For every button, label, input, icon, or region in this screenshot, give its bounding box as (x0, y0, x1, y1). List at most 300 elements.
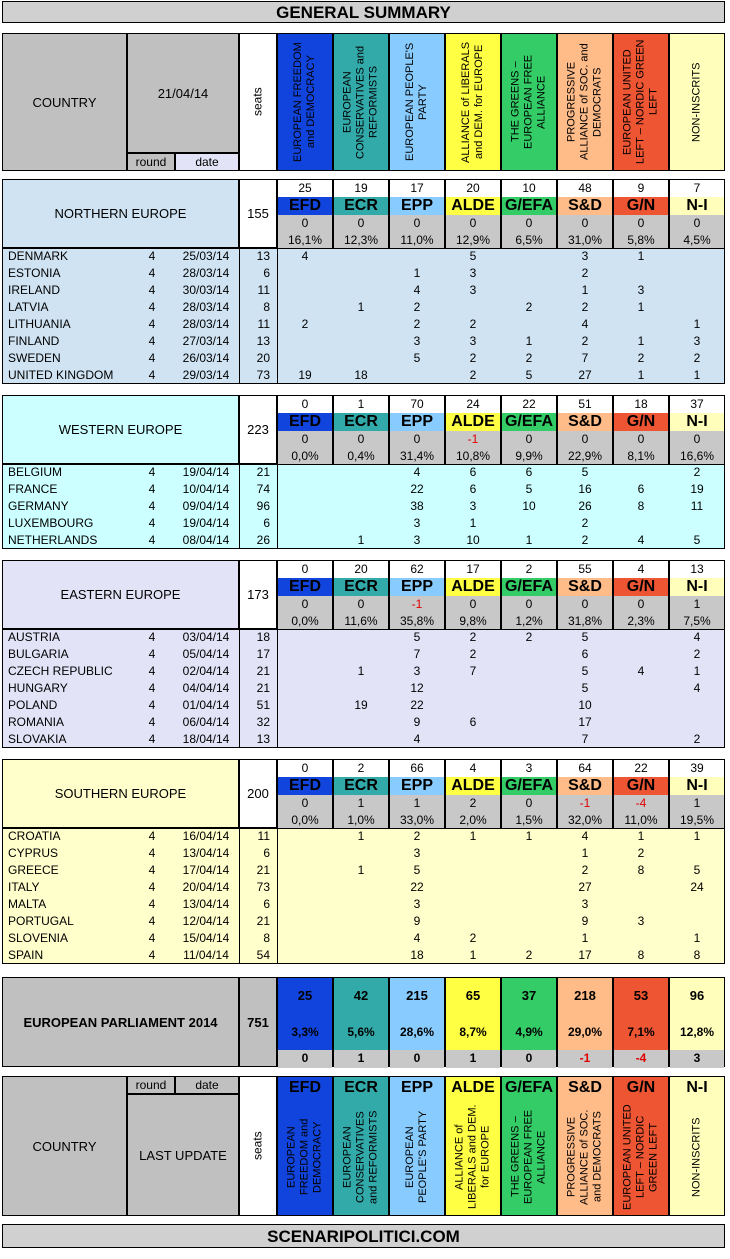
region-party-abbr: ECR (334, 197, 388, 215)
region-party-column (389, 759, 445, 828)
country-date: 16/04/14 (182, 829, 230, 843)
region-party-column (277, 179, 333, 248)
region-party-percent: 1,0% (334, 812, 388, 829)
region-party-percent: 5,8% (614, 232, 668, 249)
country-party-seats: 2 (581, 266, 589, 280)
country-party-seats: 5 (413, 863, 421, 877)
country-party-seats: 2 (469, 351, 477, 365)
country-round: 4 (148, 249, 156, 263)
country-party-seats: 1 (637, 249, 645, 263)
country-date: 18/04/14 (182, 732, 230, 746)
country-seats: 8 (263, 300, 270, 314)
region-party-change: 0 (334, 215, 388, 232)
region-party-percent: 16,1% (278, 232, 332, 249)
country-party-seats: 19 (690, 482, 704, 496)
country-round: 4 (148, 681, 156, 695)
region-party-column (277, 395, 333, 464)
country-party-seats: 1 (693, 368, 701, 382)
country-seats: 18 (256, 630, 270, 644)
region-party-abbr: ALDE (446, 578, 500, 596)
region-party-abbr: ECR (334, 578, 388, 596)
parliament-party-change: 0 (390, 1050, 444, 1068)
country-round: 4 (148, 846, 156, 860)
region-party-column (333, 759, 389, 828)
parliament-party-total: 53 (633, 988, 649, 1003)
party-header-ecr (333, 33, 389, 171)
country-party-seats: 26 (578, 499, 592, 513)
country-party-seats: 2 (525, 300, 533, 314)
country-round: 4 (148, 863, 156, 877)
country-round: 4 (148, 948, 156, 962)
country-row (2, 731, 725, 748)
region-party-total: 48 (558, 180, 612, 197)
country-seats: 21 (256, 863, 270, 877)
country-date: 20/04/14 (182, 880, 230, 894)
country-party-seats: 3 (469, 283, 477, 297)
bottom-party-name-wrap (502, 1099, 556, 1215)
region-party-percent: 1,2% (502, 613, 556, 630)
country-name: ROMANIA (8, 715, 65, 729)
region-party-abbr: G/N (614, 197, 668, 215)
region-party-change: 0 (278, 596, 332, 613)
country-date: 25/03/14 (182, 249, 230, 263)
region-party-change: 0 (390, 215, 444, 232)
country-party-seats: 9 (413, 715, 421, 729)
region-party-abbr: S&D (558, 578, 612, 596)
region-party-change: 2 (446, 795, 500, 812)
region-party-abbr: G/N (614, 777, 668, 795)
party-header-name: EUROPEAN CONSERVATIVES and REFORMISTS (341, 45, 380, 159)
region-party-percent: 2,3% (614, 613, 668, 630)
country-round: 4 (148, 630, 156, 644)
country-party-seats: 2 (413, 300, 421, 314)
last-update-label: LAST UPDATE (127, 1094, 239, 1216)
region-party-percent: 0,4% (334, 448, 388, 465)
country-party-seats: 1 (357, 533, 365, 547)
country-round: 4 (148, 533, 156, 547)
country-seats: 6 (263, 516, 270, 530)
bottom-party-abbr: ECR (344, 1079, 378, 1096)
country-date: 05/04/14 (182, 647, 230, 661)
country-name: AUSTRIA (8, 630, 61, 644)
country-party-seats: 3 (637, 283, 645, 297)
country-seats: 20 (256, 351, 270, 365)
bottom-party-name: ALLIANCE of LIBERALS and DEM. for EUROPE (453, 1104, 492, 1210)
parliament-party-column (669, 977, 725, 1067)
country-date: 28/03/14 (182, 317, 230, 331)
country-round: 4 (148, 516, 156, 530)
region-party-percent: 31,4% (390, 448, 444, 465)
region-section (2, 759, 725, 964)
parliament-party-change: 1 (446, 1050, 500, 1068)
region-party-total: 2 (334, 760, 388, 777)
country-name: BELGIUM (8, 465, 63, 479)
country-row (2, 498, 725, 515)
bottom-party-abbr: EFD (289, 1079, 321, 1096)
country-round: 4 (148, 499, 156, 513)
region-party-abbr: G/EFA (502, 413, 556, 431)
country-party-seats: 2 (469, 630, 477, 644)
parliament-party-change: 0 (502, 1050, 556, 1068)
region-party-percent: 32,0% (558, 812, 612, 829)
region-party-column (389, 395, 445, 464)
region-party-percent: 8,1% (614, 448, 668, 465)
country-party-seats: 1 (637, 300, 645, 314)
country-party-seats: 2 (693, 465, 701, 479)
country-seats: 17 (256, 647, 270, 661)
country-party-seats: 2 (693, 351, 701, 365)
country-party-seats: 6 (469, 715, 477, 729)
country-name: FRANCE (8, 482, 58, 496)
party-header-name: NON-INSCRITS (690, 62, 703, 142)
country-row (2, 845, 725, 862)
region-party-abbr: EFD (278, 578, 332, 596)
region-party-change: 0 (614, 215, 668, 232)
region-party-change: 0 (614, 596, 668, 613)
country-party-seats: 1 (581, 931, 589, 945)
country-name: GERMANY (8, 499, 69, 513)
country-party-seats: 4 (413, 931, 421, 945)
region-party-change: 0 (334, 596, 388, 613)
bottom-party-name: EUROPEAN UNITED LEFT – NORDIC GREEN LEFT (621, 1104, 660, 1210)
region-party-column (669, 179, 725, 248)
parliament-party-percent: 29,0% (567, 1025, 603, 1039)
country-party-seats: 1 (469, 829, 477, 843)
party-header-epp (389, 33, 445, 171)
region-party-abbr: EFD (278, 197, 332, 215)
region-party-abbr: EFD (278, 413, 332, 431)
region-party-column (669, 759, 725, 828)
region-party-abbr: ECR (334, 413, 388, 431)
country-party-seats: 1 (413, 266, 421, 280)
region-party-abbr: ALDE (446, 413, 500, 431)
country-party-seats: 5 (413, 351, 421, 365)
country-seats: 13 (256, 732, 270, 746)
parliament-party-column (501, 977, 557, 1067)
country-party-seats: 2 (525, 948, 533, 962)
country-party-seats: 4 (637, 664, 645, 678)
bottom-seats-header: seats (239, 1076, 277, 1216)
country-party-seats: 5 (581, 630, 589, 644)
country-party-seats: 3 (413, 516, 421, 530)
region-party-percent: 11,0% (390, 232, 444, 249)
region-section (2, 179, 725, 384)
region-section (2, 395, 725, 549)
country-party-seats: 3 (469, 334, 477, 348)
country-round: 4 (148, 368, 156, 382)
region-party-change: 0 (558, 215, 612, 232)
region-party-total: 2 (502, 561, 556, 578)
bottom-party-column (557, 1076, 613, 1216)
region-party-change: 0 (502, 596, 556, 613)
region-party-abbr: EPP (390, 578, 444, 596)
date-label: date (175, 153, 239, 171)
party-header-gefa (501, 33, 557, 171)
country-row (2, 896, 725, 913)
country-party-seats: 5 (693, 533, 701, 547)
region-party-abbr: ECR (334, 777, 388, 795)
parliament-party-percent: 8,7% (459, 1025, 487, 1039)
parliament-party-column (613, 977, 669, 1067)
country-round: 4 (148, 300, 156, 314)
country-party-seats: 1 (693, 664, 701, 678)
country-row (2, 515, 725, 532)
country-party-seats: 3 (413, 846, 421, 860)
country-date: 10/04/14 (182, 482, 230, 496)
parliament-party-column (557, 977, 613, 1067)
country-party-seats: 3 (469, 499, 477, 513)
country-party-seats: 38 (410, 499, 424, 513)
region-party-percent: 31,8% (558, 613, 612, 630)
parliament-party-column (445, 977, 501, 1067)
region-party-change: -1 (558, 795, 612, 812)
country-row (2, 532, 725, 549)
bottom-party-abbr: G/EFA (504, 1079, 553, 1096)
country-party-seats: 3 (413, 334, 421, 348)
country-party-seats: 10 (578, 698, 592, 712)
region-party-change: 0 (670, 215, 724, 232)
party-header-name: EUROPEAN UNITED LEFT – NORDIC GREEN LEFT (621, 39, 660, 165)
region-party-abbr: G/N (614, 413, 668, 431)
region-party-change: -1 (446, 431, 500, 448)
region-party-abbr: S&D (558, 777, 612, 795)
country-party-seats: 7 (413, 647, 421, 661)
country-round: 4 (148, 465, 156, 479)
parliament-party-column (333, 977, 389, 1067)
country-seats: 32 (256, 715, 270, 729)
region-party-percent: 6,5% (502, 232, 556, 249)
country-seats: 26 (256, 533, 270, 547)
country-party-seats: 3 (413, 664, 421, 678)
country-party-seats: 2 (581, 300, 589, 314)
country-party-seats: 24 (690, 880, 704, 894)
country-date: 13/04/14 (182, 897, 230, 911)
country-row (2, 879, 725, 896)
country-party-seats: 16 (578, 482, 592, 496)
country-party-seats: 4 (581, 829, 589, 843)
country-row (2, 367, 725, 384)
region-party-percent: 19,5% (670, 812, 724, 829)
region-party-total: 0 (278, 396, 332, 413)
region-party-percent: 4,5% (670, 232, 724, 249)
region-party-column (277, 560, 333, 629)
region-party-change: 1 (334, 795, 388, 812)
country-row (2, 282, 725, 299)
region-party-total: 1 (334, 396, 388, 413)
country-party-seats: 1 (637, 829, 645, 843)
parliament-seats: 751 (239, 977, 277, 1067)
bottom-party-name: EUROPEAN CONSERVATIVES and REFORMISTS (341, 1110, 380, 1204)
region-party-change: -4 (614, 795, 668, 812)
region-party-total: 17 (390, 180, 444, 197)
country-party-seats: 2 (525, 630, 533, 644)
parliament-party-total: 96 (689, 988, 705, 1003)
country-row (2, 464, 725, 481)
country-seats: 6 (263, 897, 270, 911)
country-name: ESTONIA (8, 266, 61, 280)
region-party-total: 3 (502, 760, 556, 777)
country-seats: 74 (256, 482, 270, 496)
country-seats: 21 (256, 465, 270, 479)
region-party-abbr: EPP (390, 413, 444, 431)
country-party-seats: 6 (581, 647, 589, 661)
country-party-seats: 2 (637, 846, 645, 860)
country-party-seats: 7 (469, 664, 477, 678)
region-party-change: 1 (390, 795, 444, 812)
parliament-party-percent: 12,8% (679, 1025, 715, 1039)
country-party-seats: 4 (637, 533, 645, 547)
party-header-sd (557, 33, 613, 171)
country-seats: 96 (256, 499, 270, 513)
country-name: LUXEMBOURG (8, 516, 94, 530)
country-party-seats: 12 (410, 681, 424, 695)
country-seats: 54 (256, 948, 270, 962)
bottom-party-name: THE GREENS – EUROPEAN FREE ALLIANCE (509, 1109, 548, 1205)
country-party-seats: 5 (525, 482, 533, 496)
country-party-seats: 1 (357, 863, 365, 877)
region-party-total: 13 (670, 561, 724, 578)
country-date: 27/03/14 (182, 334, 230, 348)
country-party-seats: 6 (637, 482, 645, 496)
country-round: 4 (148, 647, 156, 661)
parliament-party-percent: 5,6% (347, 1025, 375, 1039)
country-date: 11/04/14 (183, 948, 229, 962)
region-party-column (501, 395, 557, 464)
region-party-abbr: G/EFA (502, 197, 556, 215)
country-party-seats: 2 (469, 647, 477, 661)
country-party-seats: 2 (581, 516, 589, 530)
country-party-seats: 3 (581, 249, 589, 263)
region-party-total: 39 (670, 760, 724, 777)
country-seats: 13 (256, 334, 270, 348)
parliament-party-change: 1 (334, 1050, 388, 1068)
country-party-seats: 2 (693, 647, 701, 661)
country-name: ITALY (8, 880, 40, 894)
region-party-column (669, 560, 725, 629)
bottom-country-label: COUNTRY (2, 1076, 127, 1216)
country-row (2, 481, 725, 498)
region-party-total: 24 (446, 396, 500, 413)
parliament-party-percent: 4,9% (515, 1025, 543, 1039)
country-name: DENMARK (8, 249, 69, 263)
region-party-change: 0 (614, 431, 668, 448)
region-party-column (277, 759, 333, 828)
country-row (2, 947, 725, 964)
country-round: 4 (148, 715, 156, 729)
region-party-change: 0 (278, 215, 332, 232)
country-date: 26/03/14 (182, 351, 230, 365)
bottom-party-name-wrap (278, 1099, 332, 1215)
country-party-seats: 19 (298, 368, 312, 382)
country-row (2, 350, 725, 367)
region-party-column (613, 395, 669, 464)
region-party-total: 25 (278, 180, 332, 197)
region-party-abbr: G/N (614, 578, 668, 596)
country-party-seats: 6 (469, 482, 477, 496)
country-date: 19/04/14 (182, 516, 230, 530)
region-party-change: 0 (558, 596, 612, 613)
region-party-column (445, 560, 501, 629)
bottom-party-column (613, 1076, 669, 1216)
country-date: 15/04/14 (182, 931, 230, 945)
country-party-seats: 5 (693, 863, 701, 877)
country-party-seats: 8 (637, 948, 645, 962)
country-party-seats: 2 (413, 317, 421, 331)
country-row (2, 299, 725, 316)
bottom-party-name-wrap (446, 1099, 500, 1215)
country-party-seats: 1 (637, 368, 645, 382)
bottom-party-name-wrap (334, 1099, 388, 1215)
region-party-abbr: ALDE (446, 197, 500, 215)
country-party-seats: 1 (525, 533, 533, 547)
region-party-total: 4 (446, 760, 500, 777)
country-seats: 11 (257, 829, 270, 843)
country-name: SLOVENIA (8, 931, 69, 945)
country-party-seats: 1 (525, 334, 533, 348)
country-round: 4 (148, 829, 156, 843)
country-row (2, 714, 725, 731)
country-party-seats: 1 (693, 829, 701, 843)
country-party-seats: 22 (410, 698, 424, 712)
region-party-column (557, 179, 613, 248)
country-row (2, 265, 725, 282)
parliament-party-change: 0 (278, 1050, 332, 1068)
region-party-percent: 2,0% (446, 812, 500, 829)
bottom-party-column (669, 1076, 725, 1216)
region-party-change: 0 (446, 215, 500, 232)
country-name: UNITED KINGDOM (8, 368, 114, 382)
country-party-seats: 17 (578, 948, 592, 962)
country-row (2, 333, 725, 350)
region-party-total: 64 (558, 760, 612, 777)
country-party-seats: 1 (357, 829, 365, 843)
region-party-column (613, 759, 669, 828)
region-party-column (333, 179, 389, 248)
country-round: 4 (148, 283, 156, 297)
region-party-percent: 12,9% (446, 232, 500, 249)
country-party-seats: 2 (469, 931, 477, 945)
region-party-column (333, 395, 389, 464)
country-row (2, 680, 725, 697)
country-date: 17/04/14 (182, 863, 230, 877)
region-party-total: 22 (614, 760, 668, 777)
country-party-seats: 10 (522, 499, 536, 513)
region-party-percent: 35,8% (390, 613, 444, 630)
bottom-party-name-wrap (670, 1099, 724, 1215)
country-round: 4 (148, 334, 156, 348)
party-header-name: THE GREENS – EUROPEAN FREE ALLIANCE (509, 54, 548, 150)
country-row (2, 862, 725, 879)
region-party-abbr: N-I (670, 413, 724, 431)
country-date: 06/04/14 (182, 715, 230, 729)
country-party-seats: 2 (581, 533, 589, 547)
party-header-ni (669, 33, 725, 171)
region-party-total: 7 (670, 180, 724, 197)
bottom-party-name: NON-INSCRITS (690, 1117, 703, 1197)
region-party-total: 4 (614, 561, 668, 578)
country-seats: 51 (256, 698, 270, 712)
region-party-total: 62 (390, 561, 444, 578)
region-party-percent: 22,9% (558, 448, 612, 465)
country-seats: 73 (256, 880, 270, 894)
region-party-column (557, 560, 613, 629)
country-party-seats: 2 (469, 317, 477, 331)
region-party-change: 0 (502, 795, 556, 812)
country-party-seats: 2 (581, 334, 589, 348)
parliament-party-total: 218 (574, 988, 596, 1003)
country-round: 4 (148, 482, 156, 496)
country-party-seats: 7 (581, 351, 589, 365)
